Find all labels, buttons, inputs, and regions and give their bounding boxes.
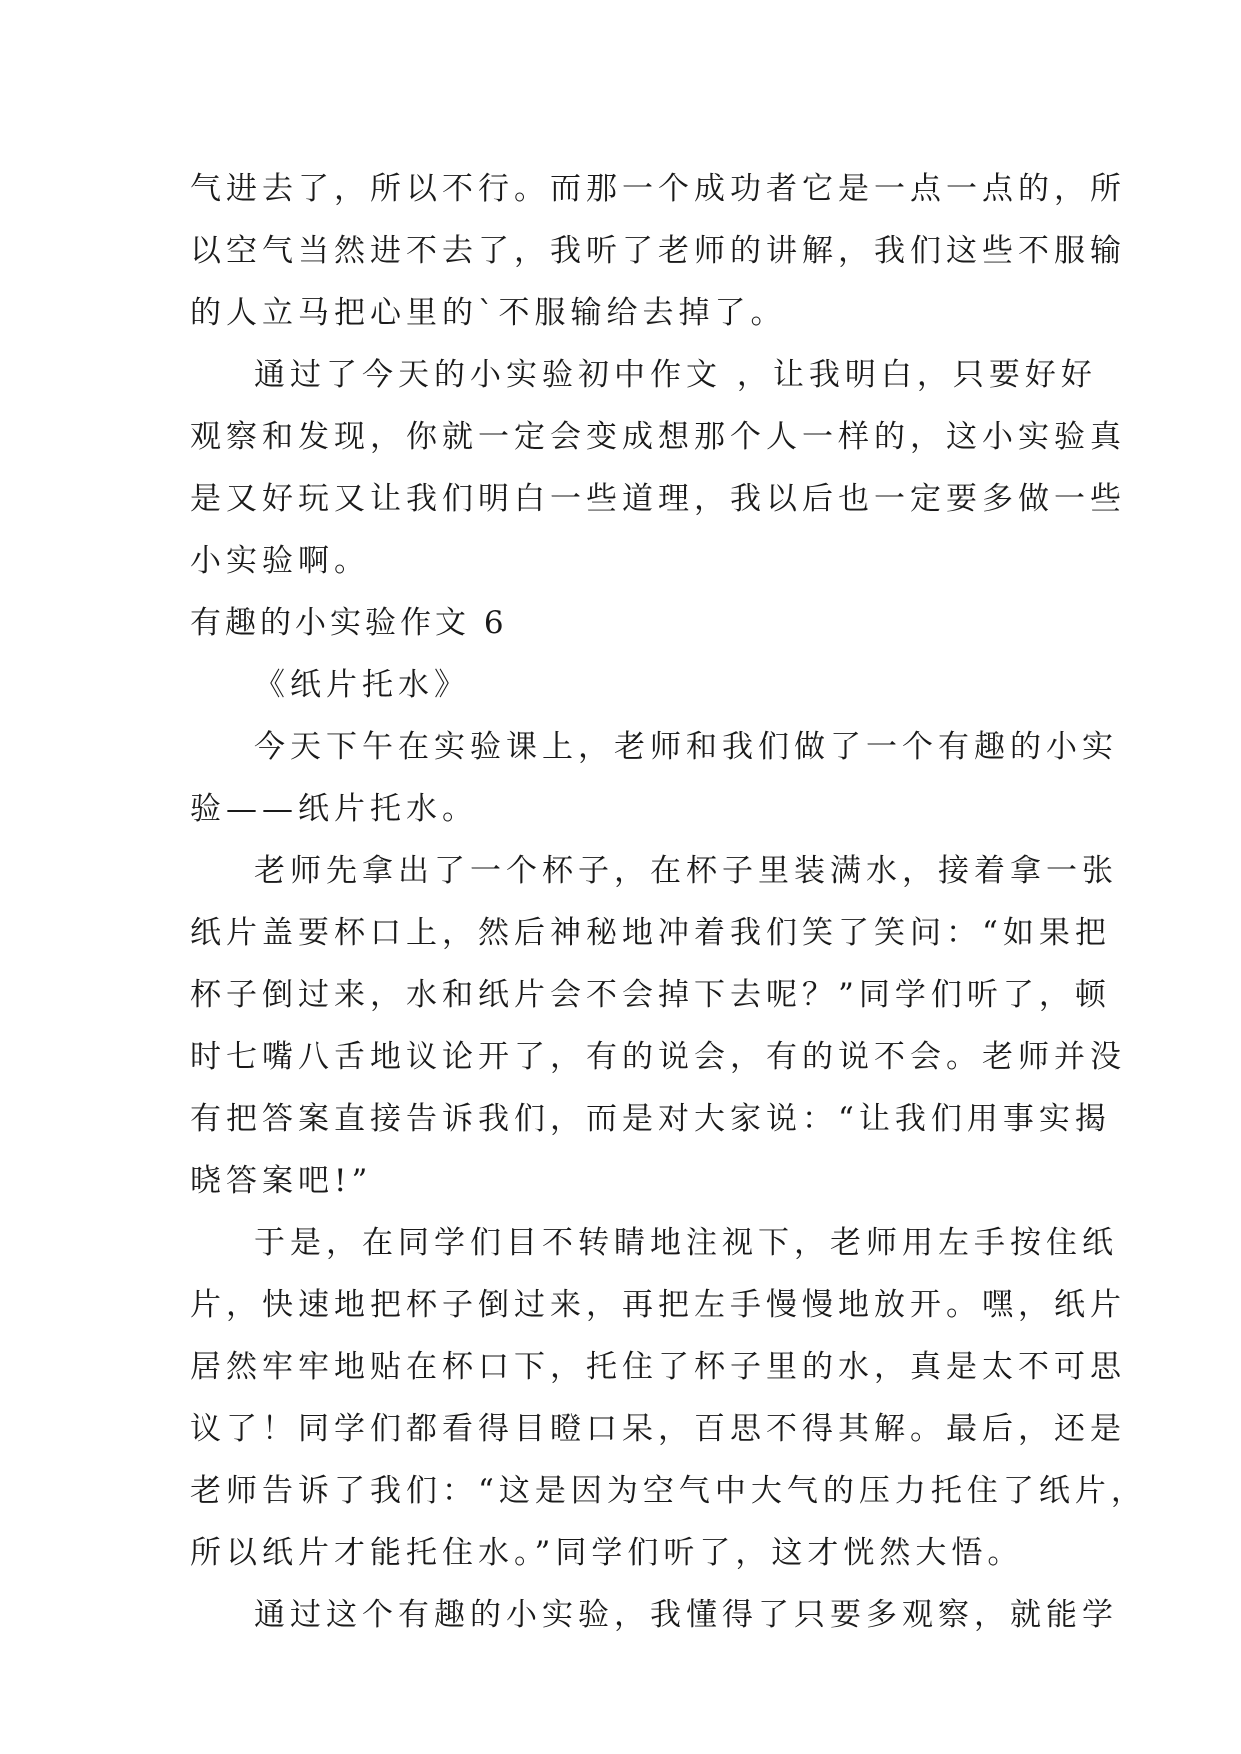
text-line: 验——纸片托水。 <box>190 791 478 827</box>
text-line: 片，快速地把杯子倒过来，再把左手慢慢地放开。嘿，纸片 <box>190 1287 1126 1323</box>
text-line: 的人立马把心里的`不服输给去掉了。 <box>190 295 787 331</box>
text-line: 小实验啊。 <box>190 543 370 579</box>
text-line: 有把答案直接告诉我们，而是对大家说：“让我们用事实揭 <box>190 1101 1111 1137</box>
paragraph-first-line: 通过了今天的小实验初中作文 ，让我明白，只要好好 <box>254 357 1097 393</box>
paragraph-first-line: 通过这个有趣的小实验，我懂得了只要多观察，就能学 <box>254 1597 1118 1633</box>
text-line: 居然牢牢地贴在杯口下，托住了杯子里的水，真是太不可思 <box>190 1349 1126 1385</box>
paragraph-first-line: 于是，在同学们目不转睛地注视下，老师用左手按住纸 <box>254 1225 1118 1261</box>
essay-heading: 有趣的小实验作文 6 <box>190 605 508 641</box>
text-line: 气进去了，所以不行。而那一个成功者它是一点一点的，所 <box>190 171 1126 207</box>
text-line: 以空气当然进不去了，我听了老师的讲解，我们这些不服输 <box>190 233 1126 269</box>
text-line: 是又好玩又让我们明白一些道理，我以后也一定要多做一些 <box>190 481 1126 517</box>
paragraph-first-line: 今天下午在实验课上，老师和我们做了一个有趣的小实 <box>254 729 1118 765</box>
text-line: 时七嘴八舌地议论开了，有的说会，有的说不会。老师并没 <box>190 1039 1126 1075</box>
document-body <box>190 158 1147 1646</box>
paragraph-first-line: 老师先拿出了一个杯子，在杯子里装满水，接着拿一张 <box>254 853 1118 889</box>
text-line: 纸片盖要杯口上，然后神秘地冲着我们笑了笑问：“如果把 <box>190 915 1111 951</box>
text-line: 议了！同学们都看得目瞪口呆，百思不得其解。最后，还是 <box>190 1411 1126 1447</box>
text-line: 老师告诉了我们：“这是因为空气中大气的压力托住了纸片， <box>190 1473 1147 1509</box>
text-line: 所以纸片才能托住水。”同学们听了，这才恍然大悟。 <box>190 1535 1024 1571</box>
text-line: 杯子倒过来，水和纸片会不会掉下去呢？”同学们听了，顿 <box>190 977 1111 1013</box>
text-line: 观察和发现，你就一定会变成想那个人一样的，这小实验真 <box>190 419 1126 455</box>
essay-subtitle: 《纸片托水》 <box>254 667 470 703</box>
text-line: 晓答案吧!” <box>190 1163 373 1199</box>
